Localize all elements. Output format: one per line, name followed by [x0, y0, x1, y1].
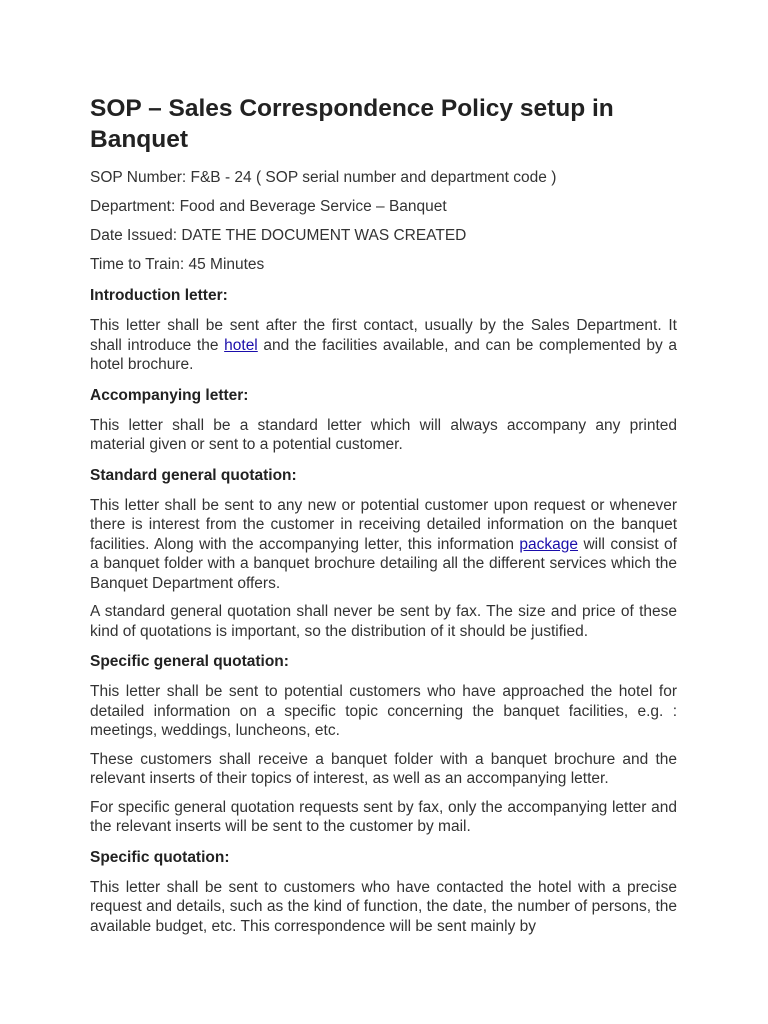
- department: Department: Food and Beverage Service – Banquet: [90, 198, 447, 215]
- time-to-train: Time to Train: 45 Minutes: [90, 256, 265, 273]
- introduction-paragraph: [90, 316, 677, 375]
- specific-general-paragraph-1: This letter shall be sent to potential customers who have approached the hotel for detailed information on a specific topic concerning the banquet facilities, e.g. : meetings, weddings, luncheons, etc.: [90, 683, 677, 739]
- specific-paragraph: This letter shall be sent to customers who have contacted the hotel with a precise request and details, such as the kind of function, the date, the number of persons, the available budget, etc. This correspondence will be sent mainly by: [90, 878, 677, 935]
- introduction-text-end: and the facilities available, and can be complemented by a hotel brochure.: [90, 336, 678, 373]
- accompanying-paragraph: This letter shall be a standard letter which will always accompany any printed material given or sent to a potential customer.: [90, 416, 677, 453]
- section-heading-introduction: Introduction letter:: [90, 287, 228, 304]
- standard-general-text-end: will consist of a banquet folder with a banquet brochure detailing all the different services which the Banquet Department offers.: [90, 535, 677, 592]
- sop-number: SOP Number: F&B - 24 ( SOP serial number and department code ): [90, 169, 557, 186]
- specific-general-paragraph-3: For specific general quotation requests sent by fax, only the accompanying letter and the relevant inserts will be sent to the customer by mail.: [90, 798, 677, 835]
- package-link[interactable]: package: [519, 535, 579, 553]
- standard-general-paragraph-2: A standard general quotation shall never be sent by fax. The size and price of these kind of quotations is important, so the distribution of it should be justified.: [90, 603, 677, 640]
- hotel-link[interactable]: hotel: [224, 336, 258, 354]
- section-heading-accompanying: Accompanying letter:: [90, 386, 249, 404]
- section-heading-standard-general: Standard general quotation:: [90, 466, 297, 484]
- section-heading-specific-general: Specific general quotation:: [90, 653, 289, 670]
- section-heading-specific: Specific quotation:: [90, 848, 230, 866]
- document-page: [90, 93, 677, 945]
- standard-general-text-start: This letter shall be sent to any new or potential customer upon request or whenever there is interest from the customer in receiving detailed information on the banquet facilities. Along with the accompanying letter, this information: [90, 496, 677, 553]
- page-title: SOP – Sales Correspondence Policy setup in Banquet: [90, 95, 614, 153]
- standard-general-paragraph-1: [90, 496, 677, 594]
- specific-general-paragraph-2: These customers shall receive a banquet folder with a banquet brochure and the relevant inserts of their topics of interest, as well as an accompanying letter.: [90, 750, 677, 787]
- introduction-text-start: This letter shall be sent after the first contact, usually by the Sales Department. It shall introduce the: [90, 317, 677, 354]
- date-issued: Date Issued: DATE THE DOCUMENT WAS CREATED: [90, 227, 467, 244]
